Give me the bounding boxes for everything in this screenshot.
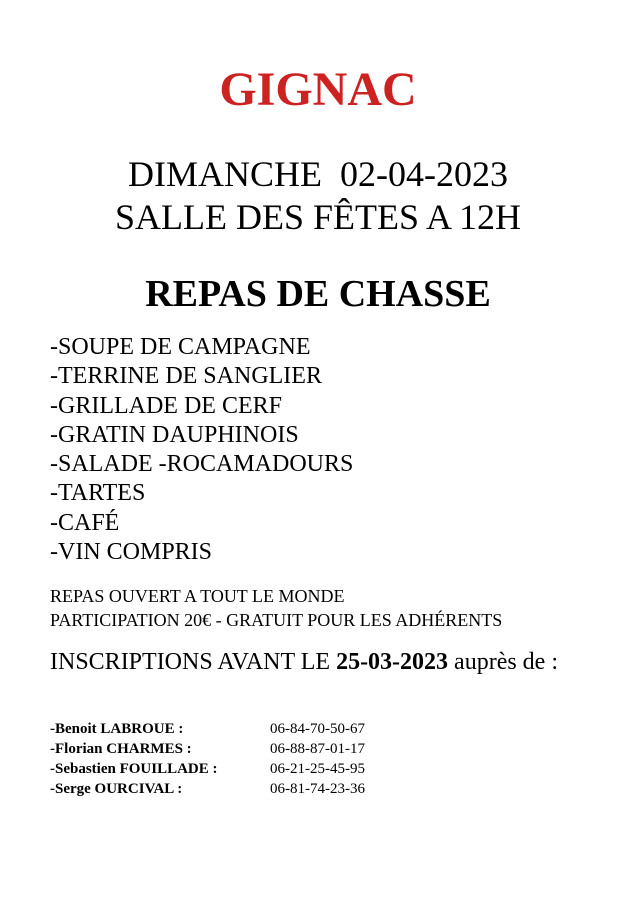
inscriptions-deadline: 25-03-2023 [336,649,449,675]
inscriptions-text [50,648,570,677]
contact-name: -Sebastien FOUILLADE : [50,761,218,777]
contact-name: -Florian CHARMES : [50,741,192,757]
participation-text: PARTICIPATION 20€ - GRATUIT POUR LES ADHÉRENTS [50,610,503,630]
open-to-all-text: REPAS OUVERT A TOUT LE MONDE [50,586,345,606]
menu-item: -CAFÉ [50,509,120,536]
menu-item: -VIN COMPRIS [50,539,213,566]
contact-phone: 06-81-74-23-36 [270,781,365,797]
town-title: GIGNAC [219,63,417,116]
event-date: DIMANCHE 02-04-2023 [128,154,508,194]
menu-item: -TARTES [50,480,146,507]
menu-list [50,333,353,567]
event-venue: SALLE DES FÊTES A 12H [114,197,522,237]
inscriptions-prefix: INSCRIPTIONS AVANT LE [50,649,337,675]
menu-item: -TERRINE DE SANGLIER [50,363,322,390]
menu-item: -GRILLADE DE CERF [50,392,282,419]
inscriptions-suffix: auprès de : [448,649,559,675]
contact-name: -Benoit LABROUE : [50,721,184,737]
event-title: REPAS DE CHASSE [145,273,491,315]
menu-item: -SOUPE DE CAMPAGNE [50,334,311,360]
contact-phone: 06-88-87-01-17 [270,741,365,757]
contact-name: -Serge OURCIVAL : [50,781,183,797]
contact-phone: 06-21-25-45-95 [270,761,365,777]
event-info [50,584,502,632]
menu-item: -GRATIN DAUPHINOIS [50,421,299,448]
menu-item: -SALADE -ROCAMADOURS [50,451,354,478]
contact-phone: 06-84-70-50-67 [270,721,365,737]
